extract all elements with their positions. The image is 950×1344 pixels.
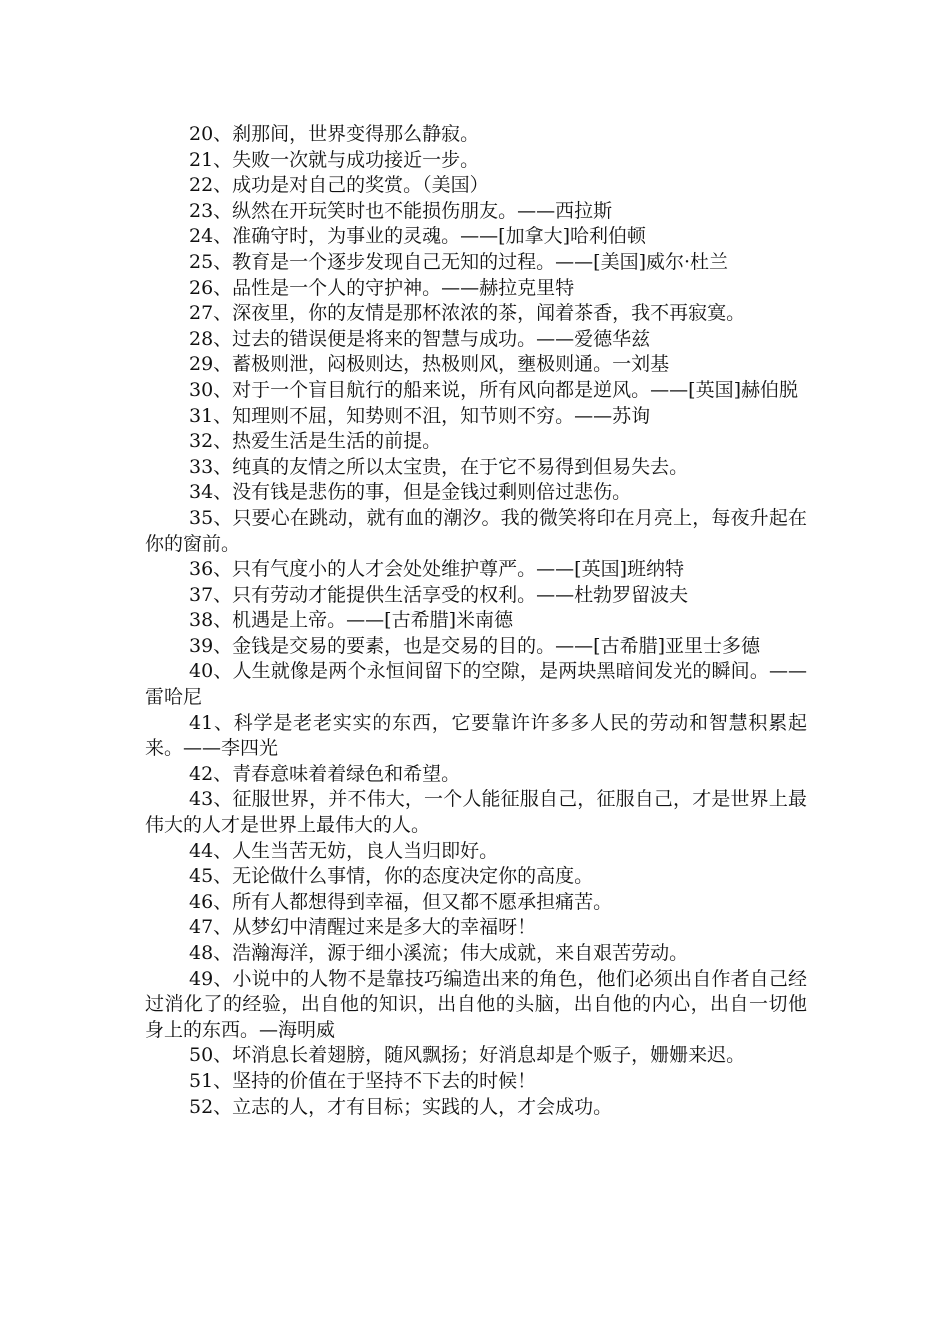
- quote-item: 28、过去的错误便是将来的智慧与成功。——爱德华兹: [189, 327, 651, 350]
- quote-item: 23、纵然在开玩笑时也不能损伤朋友。——西拉斯: [189, 199, 613, 222]
- quote-item: 21、失败一次就与成功接近一步。: [189, 148, 480, 171]
- quote-item: 37、只有劳动才能提供生活享受的权利。——杜勃罗留波夫: [189, 583, 689, 606]
- quote-item: 27、深夜里，你的友情是那杯浓浓的茶，闻着茶香，我不再寂寞。: [189, 302, 746, 325]
- quote-item: 26、品性是一个人的守护神。——赫拉克里特: [189, 276, 575, 299]
- quote-item: 47、从梦幻中清醒过来是多大的幸福呀！: [189, 916, 537, 939]
- quote-item: 30、对于一个盲目航行的船来说，所有风向都是逆风。——[英国]赫伯脱: [189, 378, 799, 401]
- quote-item: 46、所有人都想得到幸福，但又都不愿承担痛苦。: [189, 890, 613, 913]
- quote-item: 34、没有钱是悲伤的事，但是金钱过剩则倍过悲伤。: [189, 481, 632, 504]
- quote-item: 51、坚持的价值在于坚持不下去的时候！: [189, 1069, 537, 1092]
- quote-item: 35、只要心在跳动，就有血的潮汐。我的微笑将印在月亮上，每夜升起在你的窗前。: [145, 506, 807, 555]
- quote-item: 38、机遇是上帝。——[古希腊]米南德: [189, 609, 514, 632]
- quote-item: 40、人生就像是两个永恒间留下的空隙，是两块黑暗间发光的瞬间。——雷哈尼: [145, 660, 807, 709]
- quote-item: 44、人生当苦无妨，良人当归即好。: [189, 839, 499, 862]
- quote-item: 36、只有气度小的人才会处处维护尊严。——[英国]班纳特: [189, 558, 685, 581]
- quote-item: 39、金钱是交易的要素，也是交易的目的。——[古希腊]亚里士多德: [189, 634, 761, 657]
- quote-item: 42、青春意味着着绿色和希望。: [189, 762, 461, 785]
- quote-item: 24、准确守时，为事业的灵魂。——[加拿大]哈利伯顿: [189, 225, 647, 248]
- quote-item: 41、科学是老老实实的东西，它要靠许许多多人民的劳动和智慧积累起来。——李四光: [145, 711, 807, 760]
- quote-item: 29、蓄极则泄，闷极则达，热极则风，壅极则通。一刘基: [189, 353, 670, 376]
- quote-item: 22、成功是对自己的奖赏。（美国）: [189, 174, 489, 197]
- quote-item: 52、立志的人，才有目标；实践的人，才会成功。: [189, 1095, 613, 1118]
- quote-item: 32、热爱生活是生活的前提。: [189, 430, 442, 453]
- quote-item: 25、教育是一个逐步发现自己无知的过程。——[美国]威尔·杜兰: [189, 250, 729, 273]
- document-body: [145, 122, 807, 1120]
- quote-item: 49、小说中的人物不是靠技巧编造出来的角色，他们必须出自作者自己经过消化了的经验，出自他的知识，出自他的头脑，出自他的内心，出自一切他身上的东西。—海明威: [145, 967, 807, 1041]
- quote-item: 50、坏消息长着翅膀，随风飘扬；好消息却是个贩子，姗姗来迟。: [189, 1044, 746, 1067]
- quote-item: 45、无论做什么事情，你的态度决定你的高度。: [189, 865, 594, 888]
- quote-item: 31、知理则不屈，知势则不沮，知节则不穷。——苏询: [189, 404, 651, 427]
- quote-item: 48、浩瀚海洋，源于细小溪流；伟大成就，来自艰苦劳动。: [189, 942, 689, 964]
- quote-item: 33、纯真的友情之所以太宝贵，在于它不易得到但易失去。: [189, 455, 689, 478]
- quote-item: 20、刹那间，世界变得那么静寂。: [189, 123, 480, 145]
- quote-item: 43、征服世界，并不伟大，一个人能征服自己，征服自己，才是世界上最伟大的人才是世界上最伟大的人。: [145, 788, 807, 837]
